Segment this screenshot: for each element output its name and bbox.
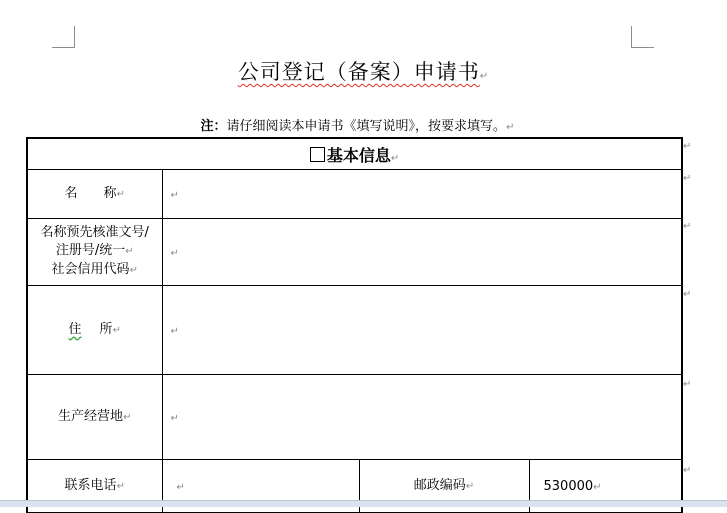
paragraph-mark-icon: ↵ bbox=[683, 141, 692, 152]
paragraph-mark-icon: ↵ bbox=[683, 289, 692, 300]
registration-label-line-2: 注册号/统一 bbox=[55, 243, 126, 258]
paragraph-mark-icon: ↵ bbox=[170, 325, 179, 337]
crop-mark-top-left bbox=[52, 26, 75, 48]
paragraph-mark-icon: ↵ bbox=[125, 246, 134, 257]
name-input-cell[interactable] bbox=[162, 170, 682, 219]
registration-label-line-3: 社会信用代码 bbox=[51, 262, 130, 277]
paragraph-mark-icon: ↵ bbox=[683, 221, 692, 232]
table-row-address bbox=[27, 286, 682, 375]
paragraph-mark-icon: ↵ bbox=[479, 71, 490, 82]
paragraph-mark-icon: ↵ bbox=[390, 152, 400, 164]
production-input-cell[interactable] bbox=[162, 375, 682, 460]
instruction-note bbox=[0, 115, 715, 134]
registration-label-line-1: 名称预先核准文号/ bbox=[40, 225, 149, 240]
address-label-cell bbox=[27, 286, 162, 375]
phone-label: 联系电话 bbox=[64, 477, 117, 493]
table-row-production-site bbox=[27, 375, 682, 460]
registration-form-table bbox=[26, 137, 683, 513]
note-text: 请仔细阅读本申请书《填写说明》，按要求填写。 bbox=[226, 119, 507, 134]
paragraph-mark-icon: ↵ bbox=[683, 465, 692, 476]
postal-value: 530000 bbox=[543, 478, 594, 494]
registration-input-cell[interactable] bbox=[162, 219, 682, 286]
document-title bbox=[0, 56, 727, 86]
production-label: 生产经营地 bbox=[58, 408, 124, 424]
paragraph-mark-icon: ↵ bbox=[116, 480, 125, 492]
paragraph-mark-icon: ↵ bbox=[506, 122, 515, 133]
address-label-first: 住 bbox=[68, 321, 82, 337]
name-label: 名 称 bbox=[64, 185, 117, 201]
paragraph-mark-icon: ↵ bbox=[465, 480, 475, 492]
note-prefix: 注： bbox=[200, 119, 227, 134]
checkbox-icon[interactable] bbox=[310, 147, 325, 162]
address-input-cell[interactable] bbox=[162, 286, 682, 375]
paragraph-mark-icon: ↵ bbox=[593, 481, 602, 493]
paragraph-mark-icon: ↵ bbox=[112, 324, 121, 336]
registration-label-cell bbox=[27, 219, 162, 286]
name-label-cell bbox=[27, 170, 162, 219]
paragraph-mark-icon: ↵ bbox=[176, 481, 185, 493]
table-row-name bbox=[27, 170, 682, 219]
paragraph-mark-icon: ↵ bbox=[683, 173, 692, 184]
section-title: 基本信息 bbox=[326, 145, 391, 165]
crop-mark-top-right bbox=[631, 26, 654, 48]
production-label-cell bbox=[27, 375, 162, 460]
section-header-row bbox=[27, 138, 682, 170]
section-header-cell bbox=[27, 138, 682, 170]
paragraph-mark-icon: ↵ bbox=[116, 188, 125, 200]
paragraph-mark-icon: ↵ bbox=[683, 379, 692, 390]
table-row-registration bbox=[27, 219, 682, 286]
document-title-text: 公司登记（备案）申请书 bbox=[237, 60, 480, 84]
postal-label: 邮政编码 bbox=[413, 477, 466, 493]
paragraph-mark-icon: ↵ bbox=[170, 189, 179, 201]
paragraph-mark-icon: ↵ bbox=[129, 265, 138, 276]
paragraph-mark-icon: ↵ bbox=[170, 412, 179, 424]
paragraph-mark-icon: ↵ bbox=[123, 411, 132, 423]
address-label-second: 所 bbox=[99, 321, 113, 337]
paragraph-mark-icon: ↵ bbox=[170, 247, 179, 259]
